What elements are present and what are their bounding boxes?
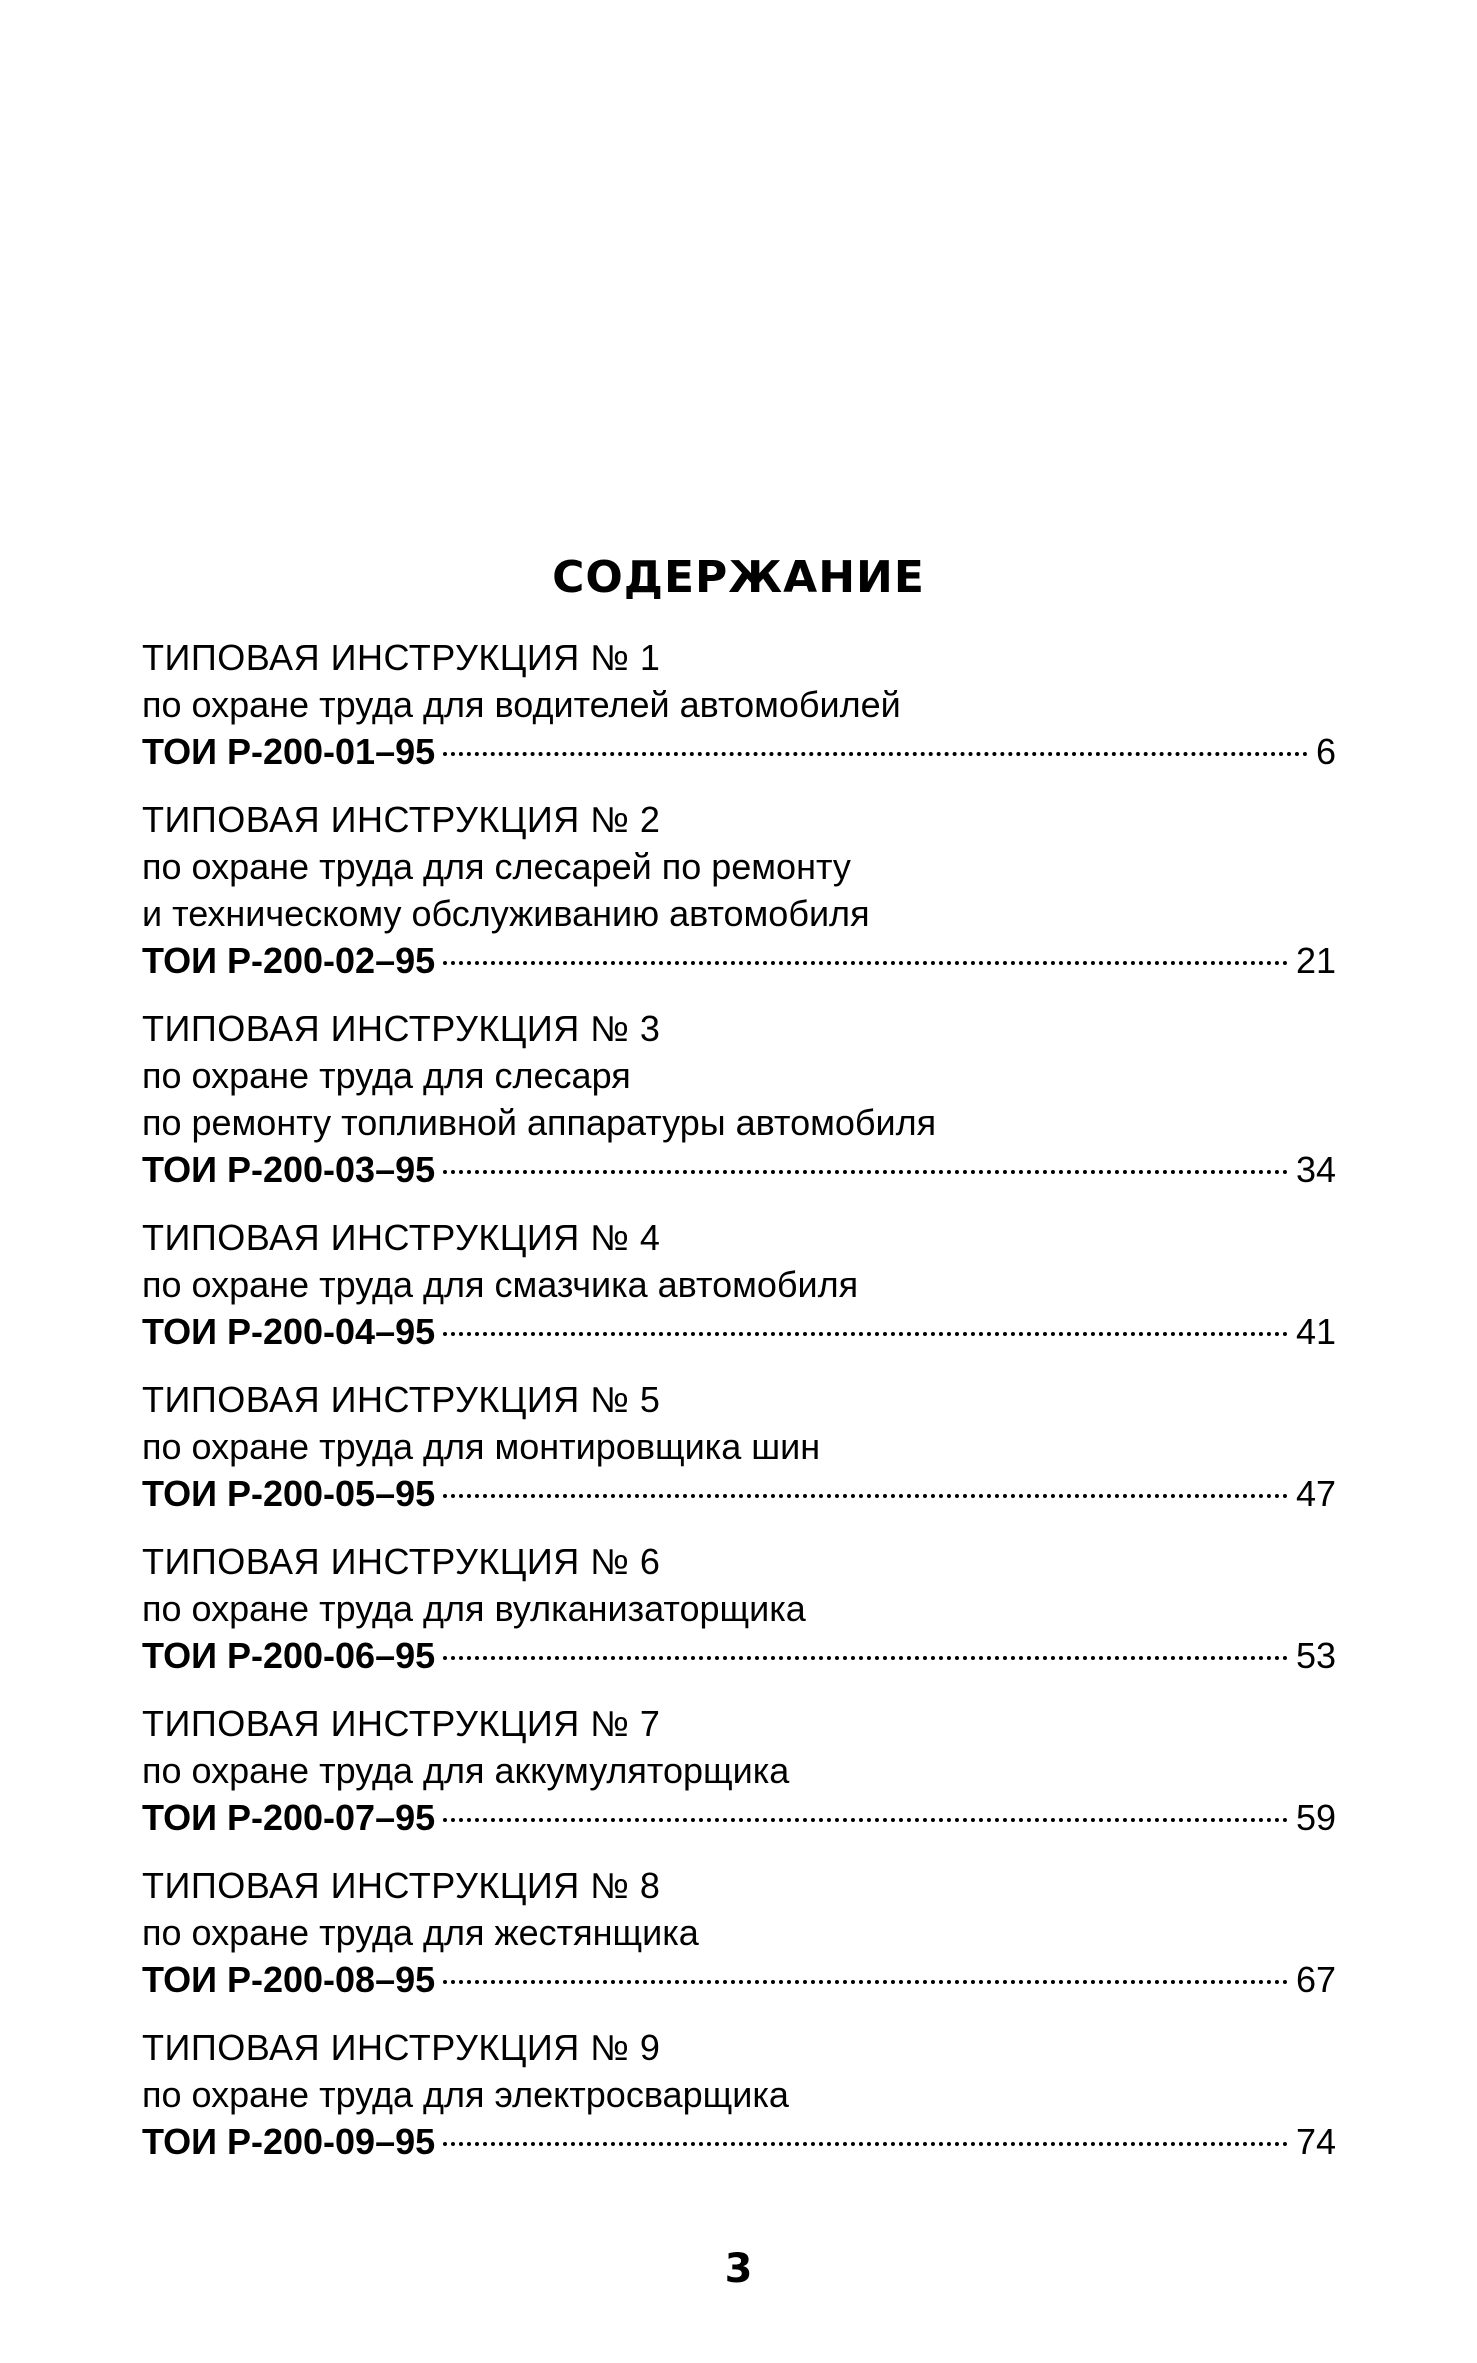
toc-entry-code-line (142, 1146, 1336, 1193)
toc-entry-code: ТОИ Р-200-04–95 (142, 1311, 436, 1352)
dot-leader (443, 1656, 1288, 1660)
page-number: 3 (724, 2246, 753, 2292)
toc-entry-code: ТОИ Р-200-06–95 (142, 1635, 436, 1676)
toc-entry-code: ТОИ Р-200-01–95 (142, 731, 436, 772)
toc-entry (142, 796, 1336, 984)
toc-entry-code-line (142, 1956, 1336, 2003)
toc-entry-code: ТОИ Р-200-02–95 (142, 940, 436, 981)
toc-entry-page: 59 (1295, 1797, 1336, 1838)
dot-leader (443, 2142, 1288, 2146)
toc-entry-code: ТОИ Р-200-08–95 (142, 1959, 436, 2000)
table-of-contents (142, 634, 1336, 2186)
toc-entry (142, 1005, 1336, 1193)
toc-entry-subtitle: по охране труда для жестянщика (142, 1912, 699, 1953)
toc-entry-title: ТИПОВАЯ ИНСТРУКЦИЯ № 5 (142, 1379, 661, 1420)
toc-entry-page: 53 (1295, 1635, 1336, 1676)
toc-entry-subtitle: по охране труда для слесарей по ремонту (142, 846, 851, 887)
dot-leader (443, 1980, 1288, 1984)
toc-entry-title: ТИПОВАЯ ИНСТРУКЦИЯ № 3 (142, 1008, 661, 1049)
toc-entry-subtitle: по охране труда для монтировщика шин (142, 1426, 821, 1467)
toc-entry-subtitle: по охране труда для водителей автомобилей (142, 684, 901, 725)
toc-entry-code-line (142, 728, 1336, 775)
toc-entry-code-line (142, 1632, 1336, 1679)
dot-leader (443, 752, 1308, 756)
dot-leader (443, 1332, 1288, 1336)
dot-leader (443, 1494, 1288, 1498)
toc-entry-title: ТИПОВАЯ ИНСТРУКЦИЯ № 6 (142, 1541, 661, 1582)
dot-leader (443, 1170, 1288, 1174)
toc-entry-code-line (142, 1470, 1336, 1517)
toc-entry-title: ТИПОВАЯ ИНСТРУКЦИЯ № 1 (142, 637, 661, 678)
toc-entry (142, 2024, 1336, 2165)
toc-entry-page: 41 (1295, 1311, 1336, 1352)
toc-entry (142, 634, 1336, 775)
toc-entry-page: 21 (1295, 940, 1336, 981)
toc-entry-page: 47 (1295, 1473, 1336, 1514)
toc-entry-subtitle: по охране труда для вулканизаторщика (142, 1588, 806, 1629)
toc-entry-title: ТИПОВАЯ ИНСТРУКЦИЯ № 2 (142, 799, 661, 840)
toc-entry-page: 67 (1295, 1959, 1336, 2000)
toc-entry-code-line (142, 937, 1336, 984)
toc-entry-title: ТИПОВАЯ ИНСТРУКЦИЯ № 7 (142, 1703, 661, 1744)
toc-entry-page: 74 (1295, 2121, 1336, 2162)
toc-entry-subtitle: по охране труда для электросварщика (142, 2074, 789, 2115)
toc-entry (142, 1700, 1336, 1841)
dot-leader (443, 1818, 1288, 1822)
toc-heading: СОДЕРЖАНИЕ (552, 552, 925, 603)
dot-leader (443, 961, 1288, 965)
toc-entry-code: ТОИ Р-200-05–95 (142, 1473, 436, 1514)
toc-entry-code-line (142, 1308, 1336, 1355)
toc-entry-subtitle: по ремонту топливной аппаратуры автомобиля (142, 1102, 937, 1143)
toc-entry-code-line (142, 2118, 1336, 2165)
toc-entry-code: ТОИ Р-200-09–95 (142, 2121, 436, 2162)
toc-entry-code: ТОИ Р-200-03–95 (142, 1149, 436, 1190)
toc-entry (142, 1376, 1336, 1517)
toc-entry-page: 34 (1295, 1149, 1336, 1190)
toc-entry-title: ТИПОВАЯ ИНСТРУКЦИЯ № 9 (142, 2027, 661, 2068)
toc-entry-subtitle: по охране труда для аккумуляторщика (142, 1750, 790, 1791)
toc-entry-subtitle: и техническому обслуживанию автомобиля (142, 893, 870, 934)
toc-entry (142, 1214, 1336, 1355)
toc-entry (142, 1862, 1336, 2003)
toc-entry-title: ТИПОВАЯ ИНСТРУКЦИЯ № 8 (142, 1865, 661, 1906)
toc-entry-title: ТИПОВАЯ ИНСТРУКЦИЯ № 4 (142, 1217, 661, 1258)
toc-entry-subtitle: по охране труда для смазчика автомобиля (142, 1264, 859, 1305)
toc-entry-code: ТОИ Р-200-07–95 (142, 1797, 436, 1838)
toc-entry-subtitle: по охране труда для слесаря (142, 1055, 631, 1096)
toc-entry-page: 6 (1315, 731, 1336, 772)
toc-entry-code-line (142, 1794, 1336, 1841)
toc-entry (142, 1538, 1336, 1679)
